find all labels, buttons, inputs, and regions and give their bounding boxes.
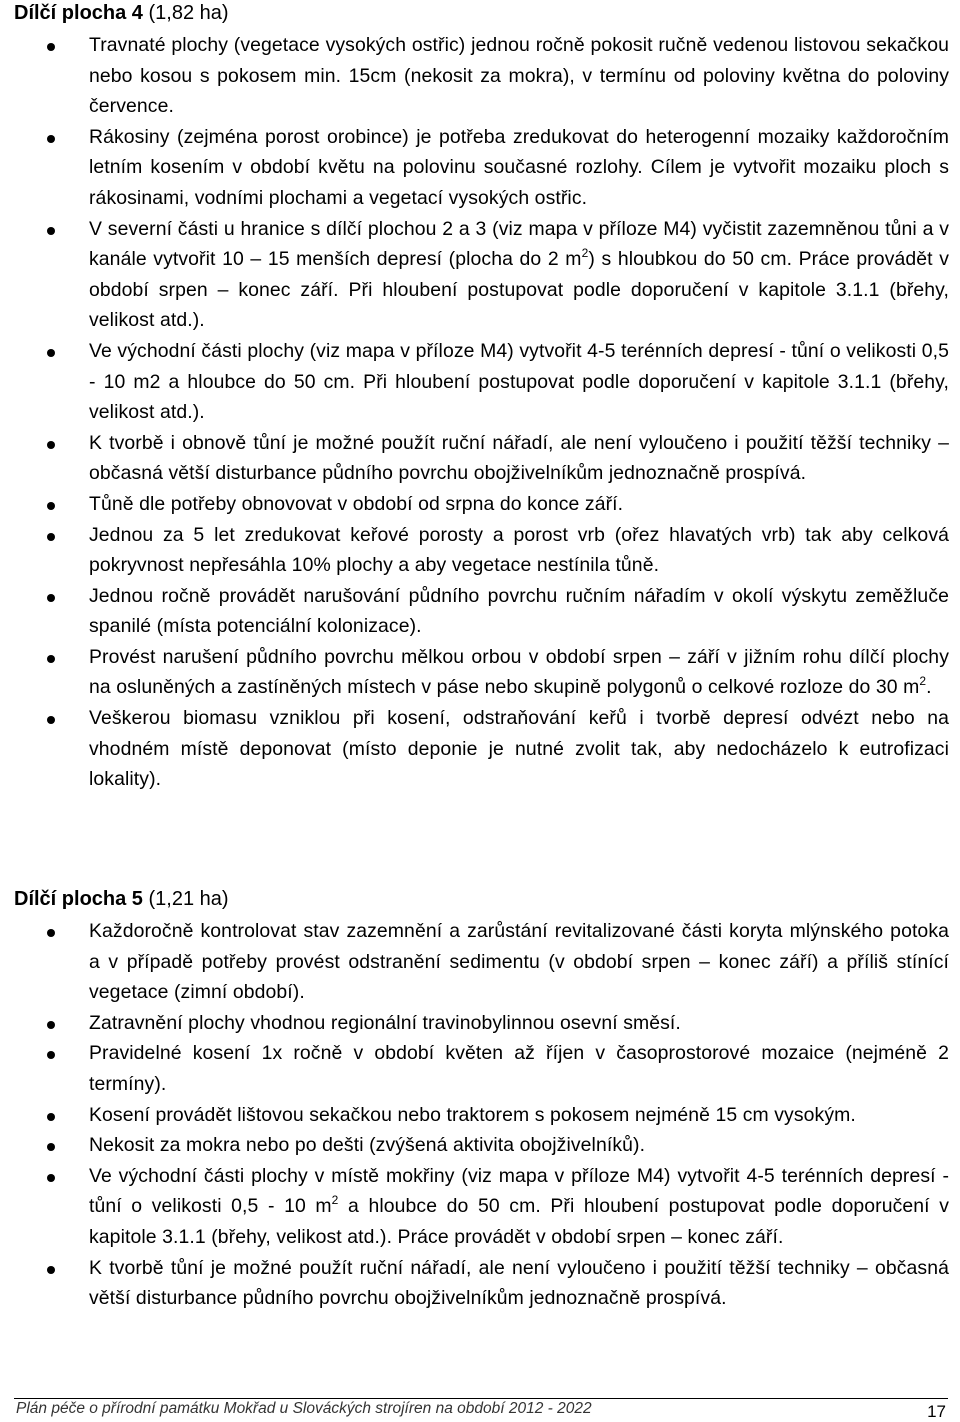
list-item-text: [89, 642, 949, 703]
section-4-title: Dílčí plocha 4: [14, 2, 143, 24]
section-5-list: [0, 916, 960, 1314]
list-item-text: [89, 489, 949, 520]
superscript: 2: [581, 246, 589, 261]
bullet-icon: [47, 502, 55, 510]
list-item-text-part: Veškerou biomasu vzniklou při kosení, odstraňování keřů i tvorbě depresí odvézt nebo na vhodném místě deponovat (místo deponie je nutné zvolit tak, aby nedocházelo k eutrofizaci lokality).: [89, 707, 949, 791]
bullet-icon: [47, 1174, 55, 1182]
list-item: [0, 336, 949, 428]
list-item: [0, 122, 949, 214]
bullet-icon: [47, 1021, 55, 1029]
list-item-text-part: Jednou za 5 let zredukovat keřové porosty a porost vrb (ořez hlavatých vrb) tak aby celková pokryvnost nepřesáhla 10% plochy a aby vegetace nestínila tůně.: [89, 523, 949, 577]
list-item: [0, 489, 949, 520]
section-5-area: (1,21 ha): [142, 888, 229, 910]
bullet-icon: [47, 349, 55, 357]
list-item-text: [89, 1008, 949, 1039]
list-item: [0, 428, 949, 489]
list-item: [0, 1038, 949, 1099]
page-number: 17: [927, 1402, 946, 1421]
list-item-text-part: Ve východní části plochy (viz mapa v příloze M4) vytvořit 4-5 terénních depresí - tůní o velikosti 0,5 - 10 m2 a hloubce do 50 cm. Při hloubení postupovat podle doporučení v kapitole 3.1.1 (břehy, velikost atd.).: [89, 339, 949, 424]
list-item: [0, 1130, 949, 1161]
list-item-text-part: V severní části u hranice s dílčí plochou 2 a 3 (viz mapa v příloze M4) vyčistit zazemněnou tůni a v kanále vytvořit 10 – 15 menších depresí (plocha do 2 m: [89, 217, 949, 271]
section-4-heading: [14, 0, 229, 26]
list-item: [0, 214, 949, 336]
list-item-text: [89, 1130, 949, 1161]
bullet-icon: [47, 43, 55, 51]
footer-divider: [14, 1398, 948, 1399]
bullet-icon: [47, 655, 55, 663]
section-4-list: [0, 30, 960, 795]
list-item: [0, 916, 949, 1008]
list-item-text: [89, 520, 949, 581]
list-item-text-part: a hloubce do 50 cm. Při hloubení postupovat podle doporučení v kapitole 3.1.1 (břehy, velikost atd.). Práce provádět v období srpen – konec září.: [89, 1195, 949, 1248]
superscript: 2: [919, 674, 927, 689]
list-item-text: [89, 581, 949, 642]
list-item: [0, 1161, 949, 1253]
list-item: [0, 1253, 949, 1314]
list-item-text-part: Tůně dle potřeby obnovovat v období od srpna do konce září.: [89, 492, 624, 515]
bullet-icon: [47, 1266, 55, 1274]
bullet-icon: [47, 227, 55, 235]
list-item: [0, 1008, 949, 1039]
bullet-icon: [47, 1143, 55, 1151]
list-item: [0, 520, 949, 581]
list-item-text-part: K tvorbě tůní je možné použít ruční nářadí, ale není vyloučeno i použití těžší techniky – občasná větší disturbance půdního povrchu obojživelníkům jednoznačně prospívá.: [89, 1256, 949, 1310]
list-item-text: [89, 916, 949, 1008]
bullet-icon: [47, 1051, 55, 1059]
bullet-icon: [47, 929, 55, 937]
bullet-icon: [47, 594, 55, 602]
footer-title: Plán péče o přírodní památku Mokřad u Slováckých strojíren na období 2012 - 2022: [16, 1400, 592, 1417]
list-item-text-part: Travnaté plochy (vegetace vysokých ostřic) jednou ročně pokosit ručně vedenou listovou sekačkou nebo kosou s pokosem min. 15cm (nekosit za mokra), v termínu od poloviny května do poloviny července.: [89, 34, 949, 118]
list-item-text-part: Pravidelné kosení 1x ročně v období květen až říjen v časoprostorové mozaice (nejméně 2 termíny).: [89, 1042, 949, 1095]
list-item-text: [89, 1100, 949, 1131]
superscript: 2: [331, 1193, 339, 1208]
list-item-text-part: Ve východní části plochy v místě mokřiny (viz mapa v příloze M4) vytvořit 4-5 terénních depresí - tůní o velikosti 0,5 - 10 m: [89, 1164, 949, 1218]
list-item-text-part: Rákosiny (zejména porost orobince) je potřeba zredukovat do heterogenní mozaiky každoročním letním kosením v období květu na polovinu současné rozlohy. Cílem je vytvořit mozaiku ploch s rákosinami, vodními plochami a vegetací vysokých ostřic.: [89, 125, 949, 209]
list-item: [0, 30, 949, 122]
list-item-text: [89, 1253, 949, 1314]
list-item-text: [89, 1038, 949, 1099]
bullet-icon: [47, 533, 55, 541]
list-item: [0, 703, 949, 795]
list-item-text: [89, 336, 949, 428]
list-item-text: [89, 1161, 949, 1253]
list-item-text-part: Zatravnění plochy vhodnou regionální travinobylinnou osevní směsí.: [89, 1011, 681, 1034]
bullet-icon: [47, 1113, 55, 1121]
section-5-heading: [14, 886, 229, 912]
list-item-text-part: Kosení provádět lištovou sekačkou nebo traktorem s pokosem nejméně 15 cm vysokým.: [89, 1103, 856, 1126]
bullet-icon: [47, 441, 55, 449]
list-item-text: [89, 214, 949, 336]
list-item-text-part: Nekosit za mokra nebo po dešti (zvýšená aktivita obojživelníků).: [89, 1134, 646, 1157]
list-item-text-part: Provést narušení půdního povrchu mělkou orbou v období srpen – září v jižním rohu dílčí plochy na osluněných a zastíněných místech v páse nebo skupině polygonů o celkové rozloze do 30 m: [89, 645, 949, 699]
list-item-text: [89, 122, 949, 214]
list-item: [0, 642, 949, 703]
list-item-text-part: Jednou ročně provádět narušování půdního povrchu ručním nářadím v okolí výskytu zeměžluče spanilé (místa potenciální kolonizace).: [89, 584, 949, 638]
list-item-text: [89, 30, 949, 122]
list-item-text: [89, 703, 949, 795]
bullet-icon: [47, 135, 55, 143]
list-item: [0, 581, 949, 642]
list-item-text: [89, 428, 949, 489]
list-item-text-part: .: [926, 676, 932, 699]
bullet-icon: [47, 716, 55, 724]
list-item-text-part: ) s hloubkou do 50 cm. Práce provádět v období srpen – konec září. Při hloubení postupovat podle doporučení v kapitole 3.1.1 (břehy, velikost atd.).: [89, 248, 949, 332]
section-4-area: (1,82 ha): [142, 2, 229, 24]
list-item-text-part: K tvorbě i obnově tůní je možné použít ruční nářadí, ale není vyloučeno i použití těžší techniky – občasná větší disturbance půdního povrchu obojživelníkům jednoznačně prospívá.: [89, 431, 949, 485]
section-5-title: Dílčí plocha 5: [14, 888, 143, 910]
list-item: [0, 1100, 949, 1131]
list-item-text-part: Každoročně kontrolovat stav zazemnění a zarůstání revitalizované části koryta mlýnského potoka a v případě potřeby provést odstranění sedimentu (v období srpen – konec září) a příliš stínící vegetace (zimní období).: [89, 920, 949, 1004]
